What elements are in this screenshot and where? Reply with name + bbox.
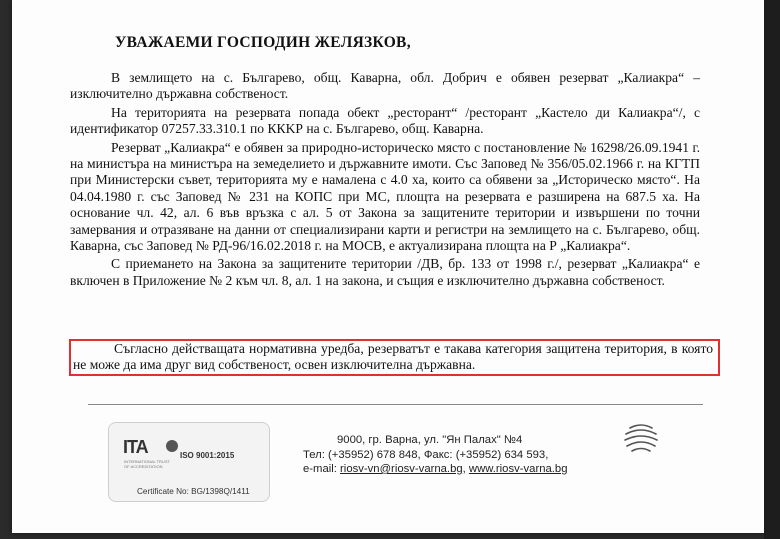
paragraph-2: На територията на резервата попада обект „ресторант“ /ресторант „Кастело ди Калиакра“/, с идентификатор 07257.33.310.1 по ККKР на с. Българево, общ. Каварна.	[70, 104, 700, 137]
certificate-number: Certificate No: BG/1398Q/1411	[137, 487, 250, 496]
letter-salutation: УВАЖАЕМИ ГОСПОДИН ЖЕЛЯЗКОВ,	[115, 34, 411, 51]
globe-logo-icon	[622, 420, 660, 454]
certification-badge	[108, 422, 270, 502]
separator: ,	[462, 463, 469, 475]
paragraph-5: Съгласно действащата нормативна уредба, резерватът е такава категория защитена територия, в която не може да има друг вид собственост, освен изключителна държавна.	[73, 341, 713, 373]
highlighted-paragraph	[73, 341, 713, 374]
phone-line: Тел: (+35952) 678 848, Факс: (+35952) 634 593,	[303, 448, 549, 461]
iso-label: ISO 9001:2015	[180, 451, 235, 460]
paragraph-1: В землището на с. Българево, общ. Каварна, обл. Добрич е обявен резерват „Калиакра“ – изключително държавна собственост.	[70, 70, 700, 102]
email-label: e-mail:	[303, 463, 341, 475]
paragraph-4: С приемането на Закона за защитените територии /ДВ, бр. 133 от 1998 г./, резерват „Калиакра“ е включен в Приложение № 2 към чл. 8, ал. 1 на закона, и същия е изключително държавна собственост.	[70, 256, 700, 288]
website-link[interactable]: www.riosv-varna.bg	[468, 463, 568, 475]
dark-margin	[764, 0, 780, 539]
email-link[interactable]: riosv-vn@riosv-varna.bg	[340, 463, 463, 475]
paragraph-3: Резерват „Калиакра“ е обявен за природно-историческо място с постановление № 16298/26.09.1941 г. на министъра на министъра на земеделието и държавните имоти. Със Заповед № 356/05.02.1966 г. на КГТП при Министерски съвет, територията му е намалена с 4.0 ха, които са обявени за „Историческо място“. На 04.04.1980 г. със Заповед № 231 на КОПС при МС, площта на резервата е разширена на 687.5 ха. На основание чл. 42, ал. 6 във връзка с ал. 5 от Закона за защитените територии и извършени по точни замервания и отразяване на данни от специализирани карти и регистри на землището на с. Българево, общ. Каварна, със Заповед № РД-96/16.02.2018 г. на МОСВ, е актуализирана площта на Р „Калиакра“.	[70, 139, 700, 254]
contact-info	[303, 433, 568, 477]
email-line	[303, 462, 568, 477]
letter-body	[70, 70, 700, 291]
check-icon	[166, 440, 178, 452]
address-line: 9000, гр. Варна, ул. "Ян Палах" №4	[337, 434, 523, 446]
ita-logo: ITA	[123, 437, 148, 457]
footer-divider	[88, 404, 703, 405]
ita-logo-subtitle: INTERNATIONAL TRUST OF ACCREDITATION	[124, 459, 170, 469]
